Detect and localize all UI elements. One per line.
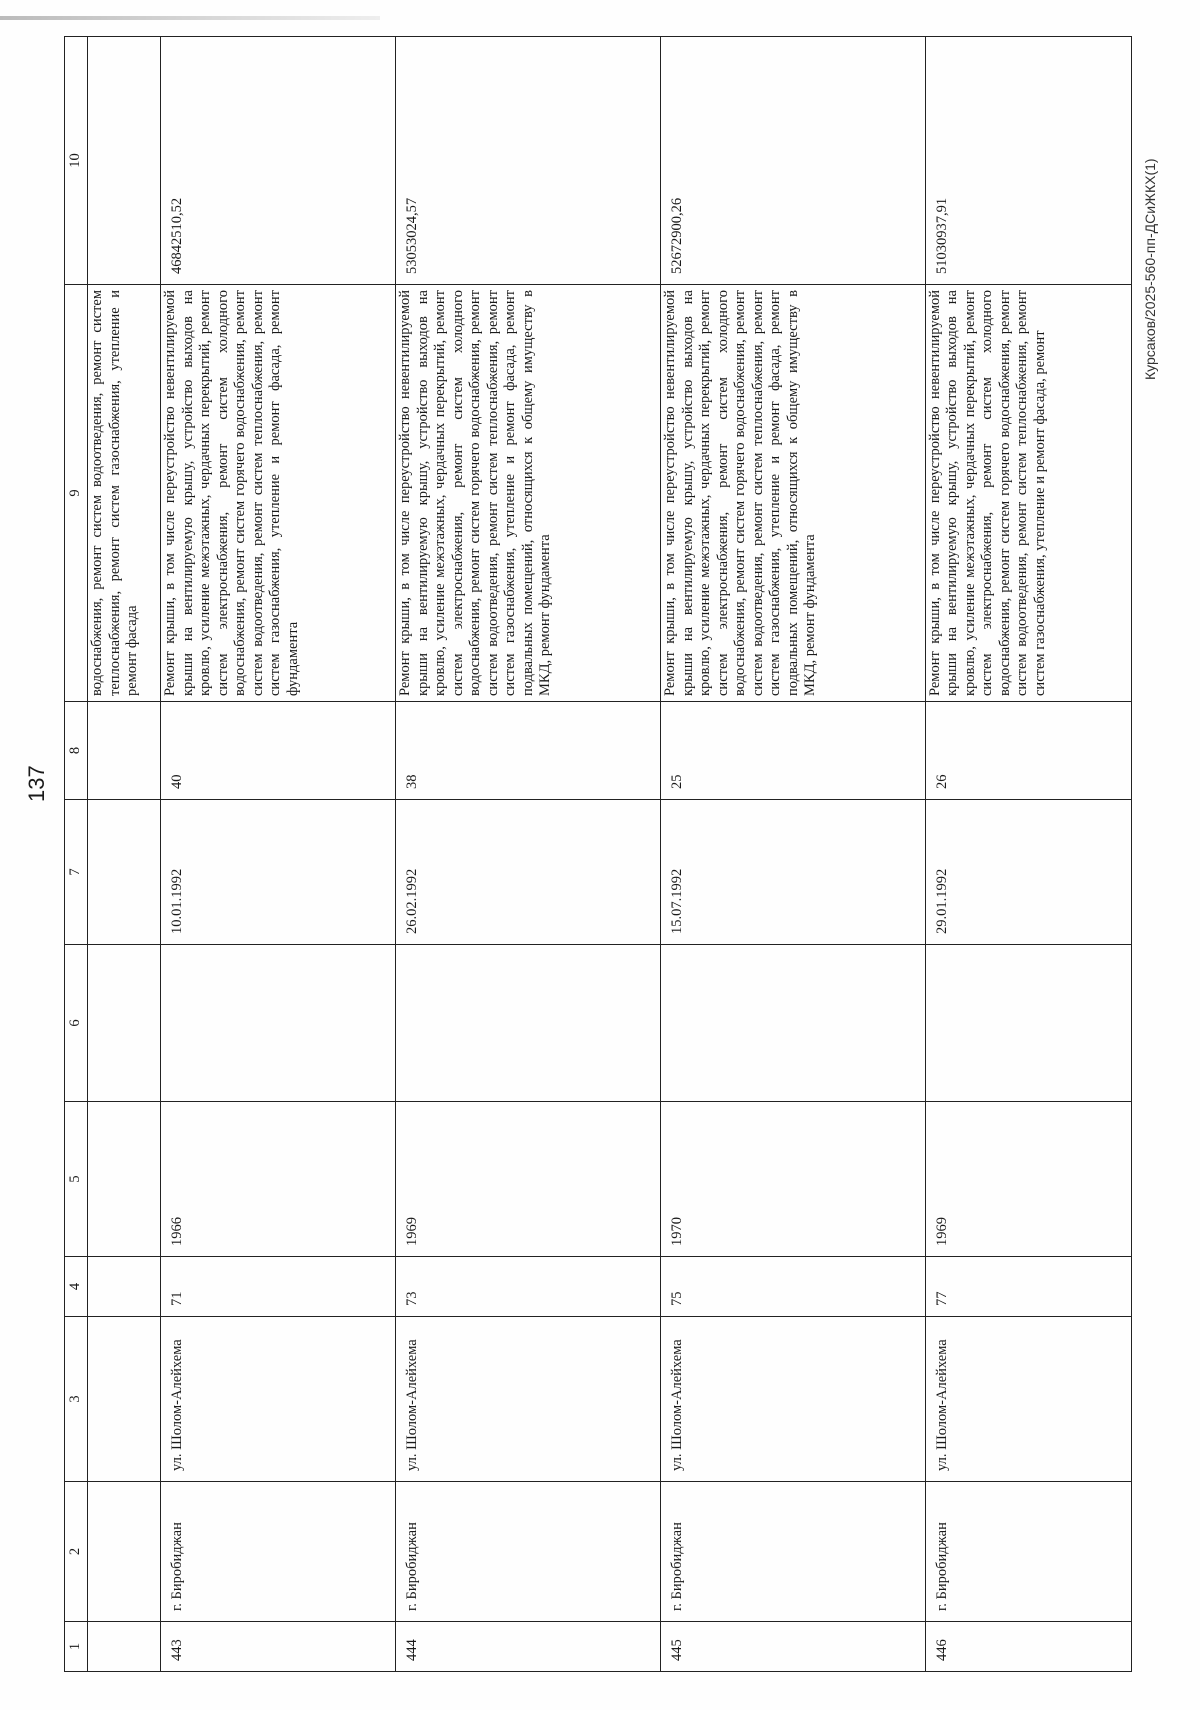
- col-number: 3: [65, 1317, 88, 1482]
- col-number: 1: [65, 1622, 88, 1672]
- year-built: 1969: [396, 1102, 661, 1257]
- col-number: 7: [65, 800, 88, 945]
- column-number-row: [65, 37, 88, 1672]
- table-row: [161, 37, 396, 1672]
- col6-value: [925, 945, 1131, 1102]
- col8-value: 25: [661, 702, 926, 800]
- house-number: 75: [661, 1257, 926, 1317]
- city: г. Биробиджан: [661, 1482, 926, 1622]
- city: г. Биробиджан: [925, 1482, 1131, 1622]
- col-number: 5: [65, 1102, 88, 1257]
- col-number: 6: [65, 945, 88, 1102]
- works-description-continued: водоснабжения, ремонт систем водоотведения, ремонт систем теплоснабжения, ремонт систем газоснабжения, утепление и ремонт фасада: [88, 285, 161, 702]
- table-row: [925, 37, 1131, 1672]
- date: 15.07.1992: [661, 800, 926, 945]
- row-number: 444: [396, 1622, 661, 1672]
- col-number: 10: [65, 37, 88, 285]
- street: ул. Шолом-Алейхема: [161, 1317, 396, 1482]
- cost: 52672900,26: [661, 37, 926, 285]
- works-description: Ремонт крыши, в том числе переустройство невентилируемой крыши на вентилируемую крышу, устройство выходов на кровлю, усиление межэтажных, чердачных перекрытий, ремонт систем электроснабжения, ремонт систем холодного водоснабжения, ремонт систем горячего водоснабжения, ремонт систем водоотведения, ремонт систем теплоснабжения, ремонт систем газоснабжения, утепление и ремонт фасада, ремонт фундамента: [161, 285, 396, 702]
- city: г. Биробиджан: [161, 1482, 396, 1622]
- house-number: 77: [925, 1257, 1131, 1317]
- works-description: Ремонт крыши, в том числе переустройство невентилируемой крыши на вентилируемую крышу, устройство выходов на кровлю, усиление межэтажных, чердачных перекрытий, ремонт систем электроснабжения, ремонт систем холодного водоснабжения, ремонт систем горячего водоснабжения, ремонт систем водоотведения, ремонт систем теплоснабжения, ремонт систем газоснабжения, утепление и ремонт фасада, ремонт подвальных помещений, относящихся к общему имуществу в МКД, ремонт фундамента: [396, 285, 661, 702]
- table-row: [661, 37, 926, 1672]
- year-built: 1970: [661, 1102, 926, 1257]
- street: ул. Шолом-Алейхема: [396, 1317, 661, 1482]
- col6-value: [661, 945, 926, 1102]
- col-number: 9: [65, 285, 88, 702]
- col-number: 4: [65, 1257, 88, 1317]
- document-footer: Курсаков/2025-560-пп-ДСиЖКХ(1): [1142, 158, 1158, 380]
- date: 29.01.1992: [925, 800, 1131, 945]
- cost: 46842510,52: [161, 37, 396, 285]
- row-number: 445: [661, 1622, 926, 1672]
- year-built: 1969: [925, 1102, 1131, 1257]
- row-number: 446: [925, 1622, 1131, 1672]
- col6-value: [396, 945, 661, 1102]
- col8-value: 26: [925, 702, 1131, 800]
- col8-value: 38: [396, 702, 661, 800]
- col6-value: [161, 945, 396, 1102]
- works-description: Ремонт крыши, в том числе переустройство невентилируемой крыши на вентилируемую крышу, устройство выходов на кровлю, усиление межэтажных, чердачных перекрытий, ремонт систем электроснабжения, ремонт систем холодного водоснабжения, ремонт систем горячего водоснабжения, ремонт систем водоотведения, ремонт систем теплоснабжения, ремонт систем газоснабжения, утепление и ремонт фасада, ремонт подвальных помещений, относящихся к общему имуществу в МКД, ремонт фундамента: [661, 285, 926, 702]
- works-description: Ремонт крыши, в том числе переустройство невентилируемой крыши на вентилируемую крышу, устройство выходов на кровлю, усиление межэтажных, чердачных перекрытий, ремонт систем электроснабжения, ремонт систем холодного водоснабжения, ремонт систем горячего водоснабжения, ремонт систем водоотведения, ремонт систем теплоснабжения, ремонт систем газоснабжения, утепление и ремонт фасада, ремонт: [925, 285, 1131, 702]
- col-number: 2: [65, 1482, 88, 1622]
- date: 26.02.1992: [396, 800, 661, 945]
- street: ул. Шолом-Алейхема: [925, 1317, 1131, 1482]
- date: 10.01.1992: [161, 800, 396, 945]
- page-number: 137: [24, 765, 49, 802]
- table-row: [396, 37, 661, 1672]
- cost: 51030937,91: [925, 37, 1131, 285]
- col8-value: 40: [161, 702, 396, 800]
- house-number: 73: [396, 1257, 661, 1317]
- scan-edge-mark: [0, 16, 380, 20]
- continuation-row: [88, 37, 161, 1672]
- repair-schedule-table: [64, 36, 1132, 1672]
- cost: 53053024,57: [396, 37, 661, 285]
- house-number: 71: [161, 1257, 396, 1317]
- year-built: 1966: [161, 1102, 396, 1257]
- row-number: 443: [161, 1622, 396, 1672]
- street: ул. Шолом-Алейхема: [661, 1317, 926, 1482]
- col-number: 8: [65, 702, 88, 800]
- city: г. Биробиджан: [396, 1482, 661, 1622]
